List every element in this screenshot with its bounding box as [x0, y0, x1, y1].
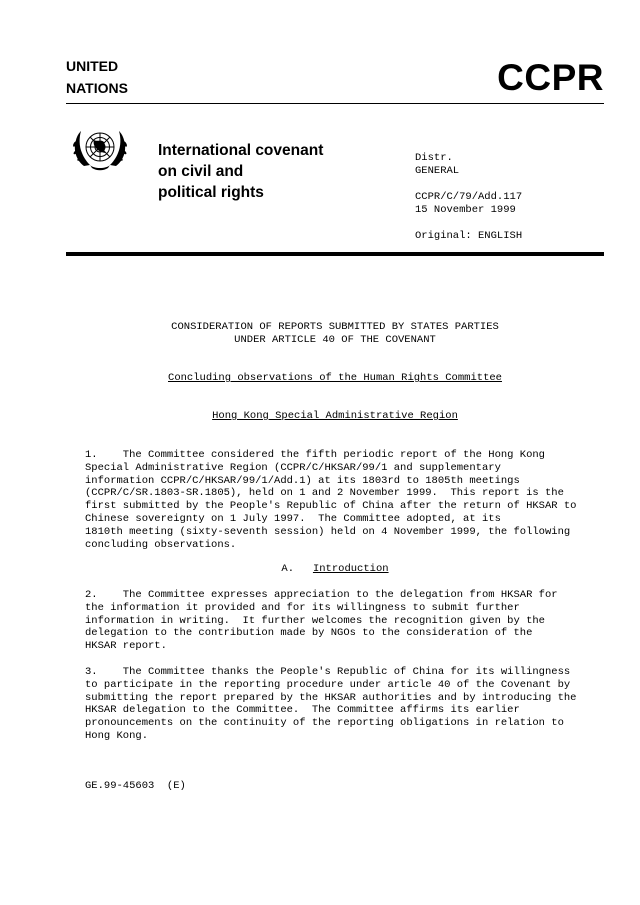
covenant-title-line: International covenant [158, 142, 324, 159]
job-number: GE.99-45603 (E) [85, 780, 186, 792]
region-heading [66, 410, 604, 423]
covenant-title [158, 140, 323, 203]
report-heading [66, 321, 604, 347]
org-line-1: UNITED [66, 58, 119, 74]
document-acronym: CCPR [497, 57, 604, 98]
paragraph-line: Special Administrative Region (CCPR/C/HKSAR/99/1 and supplementary [85, 461, 501, 474]
concluding-observations-heading [66, 372, 604, 385]
region-title: Hong Kong Special Administrative Region [212, 410, 458, 422]
report-heading-line: CONSIDERATION OF REPORTS SUBMITTED BY STATES PARTIES [171, 321, 499, 333]
paragraph-line: the information it provided and for its willingness to submit further [85, 601, 520, 614]
paragraph-line: submitting the report prepared by the HKSAR authorities and by introducing the [85, 691, 577, 704]
un-emblem-icon [68, 122, 132, 178]
paragraph-2 [85, 589, 605, 653]
paragraph-line: HKSAR delegation to the Committee. The Committee affirms its earlier [85, 704, 520, 717]
org-line-2: NATIONS [66, 80, 128, 96]
paragraph-line: (CCPR/C/SR.1803-SR.1805), held on 1 and 2 November 1999. This report is the [85, 487, 564, 500]
distr-value: GENERAL [415, 165, 460, 177]
original-language: Original: ENGLISH [415, 230, 523, 242]
paragraph-line: HKSAR report. [85, 640, 167, 653]
header-rule [66, 103, 604, 104]
paragraph-line: delegation to the contribution made by NGOs to the consideration of the [85, 627, 533, 640]
report-heading-line: UNDER ARTICLE 40 OF THE COVENANT [234, 334, 436, 346]
paragraph-3 [85, 666, 605, 743]
paragraph-line: first submitted by the People's Republic of China after the return of HKSAR to [85, 500, 577, 513]
document-symbol: CCPR/C/79/Add.117 [415, 191, 523, 203]
paragraph-line: 1810th meeting (sixty-seventh session) held on 4 November 1999, the following [85, 525, 571, 538]
paragraph-line: 1. The Committee considered the fifth periodic report of the Hong Kong [85, 449, 545, 461]
paragraph-line: information in writing. It further welcomes the recognition given by the [85, 614, 545, 627]
paragraph-line: 2. The Committee expresses appreciation to the delegation from HKSAR for [85, 589, 558, 601]
paragraph-line: concluding observations. [85, 538, 237, 551]
paragraph-line: Chinese sovereignty on 1 July 1997. The Committee adopted, at its [85, 512, 501, 525]
distr-label: Distr. [415, 152, 453, 164]
covenant-title-line: on civil and [158, 163, 244, 180]
paragraph-line: 3. The Committee thanks the People's Republic of China for its willingness [85, 666, 571, 678]
paragraph-line: to participate in the reporting procedure under article 40 of the Covenant by [85, 678, 571, 691]
paragraph-line: Hong Kong. [85, 729, 149, 742]
document-date: 15 November 1999 [415, 204, 516, 216]
paragraph-line: pronouncements on the continuity of the reporting obligations in relation to [85, 717, 564, 730]
concluding-observations-title: Concluding observations of the Human Rights Committee [168, 372, 502, 384]
section-a-heading [66, 563, 604, 576]
covenant-title-line: political rights [158, 184, 264, 201]
paragraph-line: information CCPR/C/HKSAR/99/1/Add.1) at its 1803rd to 1805th meetings [85, 474, 520, 487]
section-a-title: Introduction [312, 563, 389, 575]
organization-name [66, 55, 128, 99]
title-block-rule [66, 252, 604, 256]
paragraph-1 [85, 449, 605, 551]
section-a-letter: A. [281, 563, 295, 575]
